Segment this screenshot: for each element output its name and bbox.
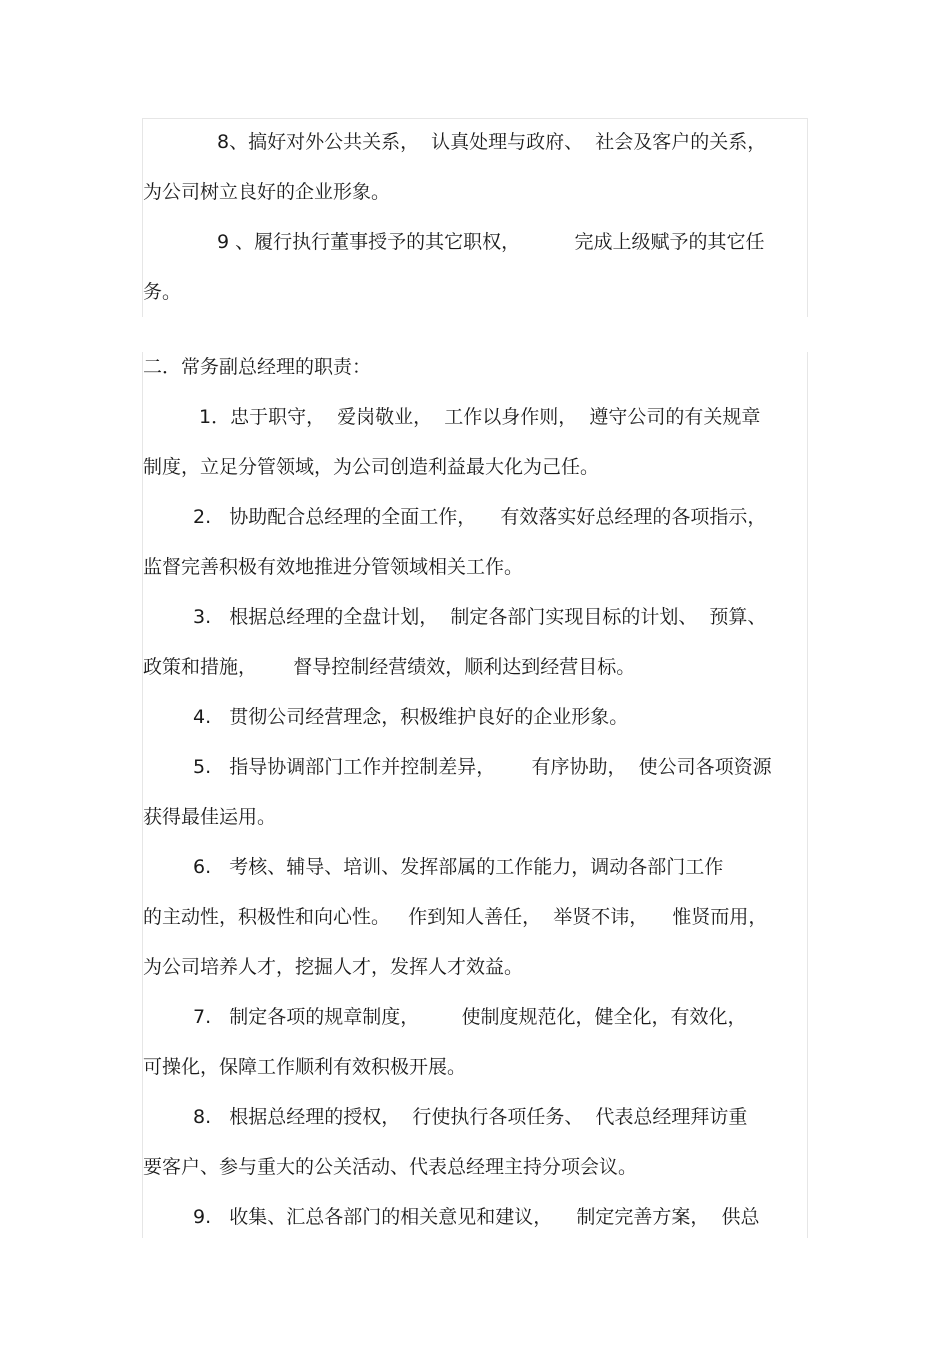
duty-9-line-1: 9 、履行执行董事授予的其它职权， 完成上级赋予的其它任 xyxy=(217,231,765,253)
section-2-box xyxy=(142,352,808,1238)
duty-8-line-2: 为公司树立良好的企业形象。 xyxy=(143,181,391,203)
duty-9-line-2: 务。 xyxy=(143,281,182,303)
item-8-line-2: 要客户、参与重大的公关活动、代表总经理主持分项会议。 xyxy=(143,1156,638,1178)
duty-8-line-1: 8、搞好对外公共关系， 认真处理与政府、 社会及客户的关系， xyxy=(217,131,767,153)
item-8-line-1: 8. 根据总经理的授权， 行使执行各项任务、 代表总经理拜访重 xyxy=(193,1106,748,1128)
item-4-line-1: 4. 贯彻公司经营理念，积极维护良好的企业形象。 xyxy=(193,706,629,728)
item-2-line-2: 监督完善积极有效地推进分管领域相关工作。 xyxy=(143,556,524,578)
item-3-line-1: 3. 根据总经理的全盘计划， 制定各部门实现目标的计划、 预算、 xyxy=(193,606,767,628)
item-2-line-1: 2. 协助配合总经理的全面工作， 有效落实好总经理的各项指示， xyxy=(193,506,767,528)
section-heading: 二．常务副总经理的职责： xyxy=(143,356,372,378)
item-5-line-1: 5. 指导协调部门工作并控制差异， 有序协助， 使公司各项资源 xyxy=(193,756,772,778)
item-1-line-1: 1．忠于职守， 爱岗敬业， 工作以身作则， 遵守公司的有关规章 xyxy=(199,406,761,428)
item-5-line-2: 获得最佳运用。 xyxy=(143,806,277,828)
item-6-line-1: 6. 考核、辅导、培训、发挥部属的工作能力，调动各部门工作 xyxy=(193,856,724,878)
item-1-line-2: 制度，立足分管领域，为公司创造利益最大化为己任。 xyxy=(143,456,600,478)
section-1-box xyxy=(142,118,808,317)
item-7-line-1: 7. 制定各项的规章制度， 使制度规范化，健全化，有效化， xyxy=(193,1006,747,1028)
item-3-line-2: 政策和措施， 督导控制经营绩效，顺利达到经营目标。 xyxy=(143,656,636,678)
item-6-line-2: 的主动性，积极性和向心性。 作到知人善任， 举贤不讳， 惟贤而用， xyxy=(143,906,768,928)
item-6-line-3: 为公司培养人才，挖掘人才，发挥人才效益。 xyxy=(143,956,524,978)
item-9-line-1: 9. 收集、汇总各部门的相关意见和建议， 制定完善方案， 供总 xyxy=(193,1206,760,1228)
item-7-line-2: 可操化，保障工作顺利有效积极开展。 xyxy=(143,1056,467,1078)
